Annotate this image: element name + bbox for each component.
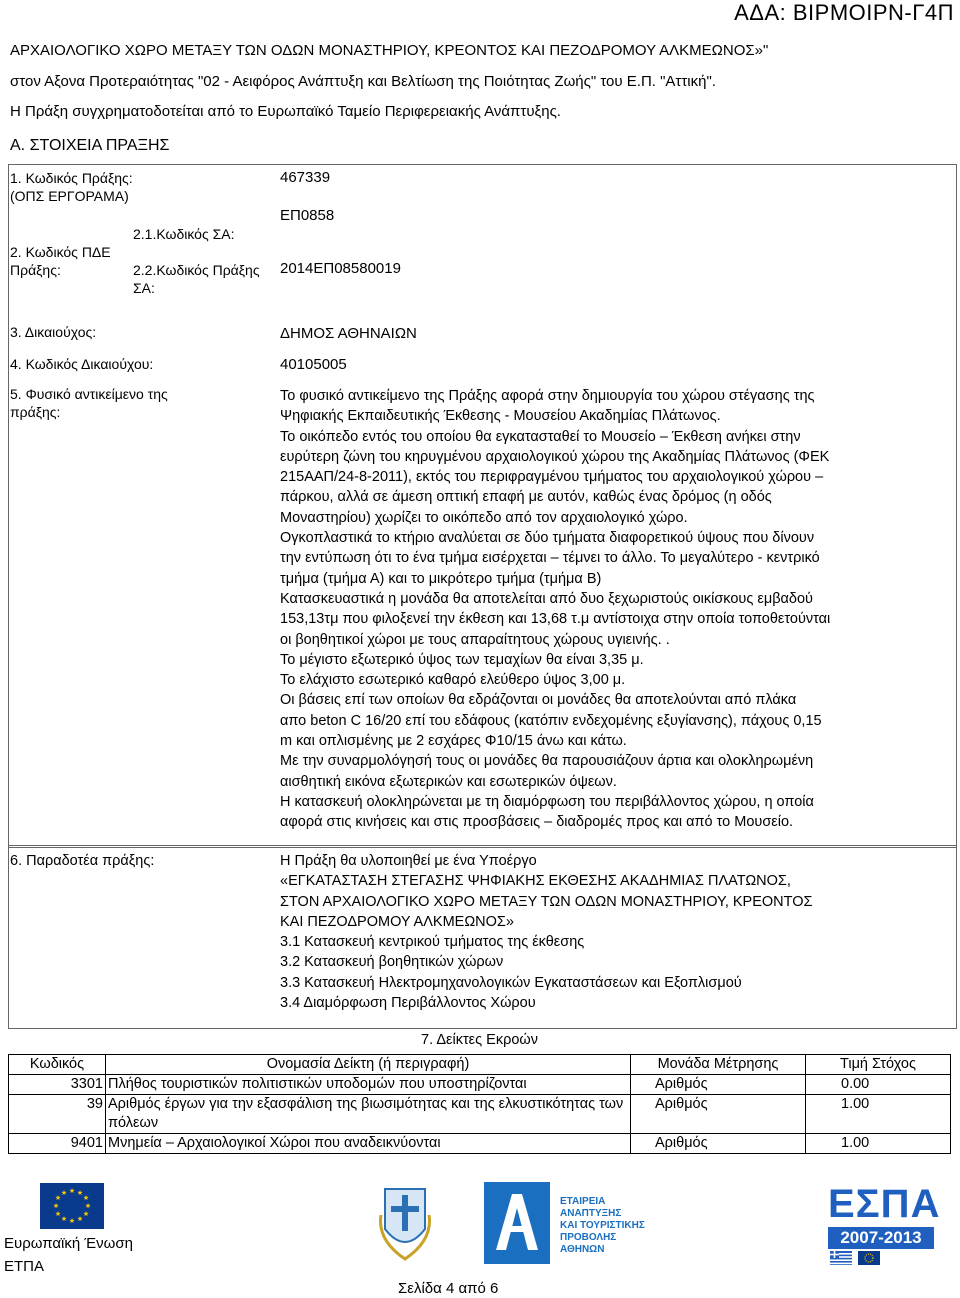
row-unit: Αριθμός	[631, 1075, 806, 1095]
indicators-table	[8, 1029, 951, 1154]
row-name: Μνημεία – Αρχαιολογικοί Χώροι που αναδεικνύονται	[106, 1134, 631, 1154]
object-line: Με την συναρμολόγησή τους οι μονάδες θα παρουσιάζουν άρτια και ολοκληρωμένη	[280, 753, 814, 770]
espa-logo	[828, 1182, 941, 1267]
athens-text-line: ΕΤΑΙΡΕΙΑ	[560, 1196, 606, 1207]
object-line: 215ΑΑΠ/24-8-2011), εκτός του περιφραγμένου τμήματος του αρχαιολογικού χώρου –	[280, 469, 824, 486]
object-line: Η κατασκευή ολοκληρώνεται με τη διαμόρφωση του περιβάλλοντος χώρου, η οποία	[280, 793, 814, 810]
object-label: 5. Φυσικό αντικείμενο της	[10, 386, 168, 402]
object-line: πάρκου, αλλά σε άμεση οπτική επαφή με αυτόν, καθώς ένας δρόμος (η οδός	[280, 489, 772, 506]
sa-code-label: 2.1.Κωδικός ΣΑ:	[133, 226, 235, 242]
object-line: Οι βάσεις επί των οποίων θα εδράζονται οι μονάδες θα αποτελούνται από πλάκα	[280, 692, 797, 709]
svg-text:★: ★	[52, 1202, 60, 1210]
deliverable-line: 3.4 Διαμόρφωση Περιβάλλοντος Χώρου	[280, 995, 536, 1012]
svg-text:★: ★	[60, 1215, 68, 1223]
col-unit-header: Μονάδα Μέτρησης	[631, 1055, 806, 1075]
deliverable-line: Η Πράξη θα υλοποιηθεί με ένα Υποέργο	[280, 853, 537, 869]
col-name-header: Ονομασία Δείκτη (ή περιγραφή)	[106, 1055, 631, 1075]
deliverable-line: ΚΑΙ ΠΕΖΟΔΡΟΜΟΥ ΑΛΚΜΕΩΝΟΣ»	[280, 913, 514, 930]
code-label: 1. Κωδικός Πράξης:	[10, 170, 133, 186]
beneficiary-code-value: 40105005	[280, 356, 347, 373]
object-line: Μοναστηρίου) χωρίζει το οικόπεδο από τον αρχαιολογικό χώρο.	[280, 509, 688, 526]
table-row	[9, 1134, 951, 1154]
row-unit: Αριθμός	[631, 1134, 806, 1154]
sa-code-value: ΕΠ0858	[280, 207, 335, 224]
beneficiary-value: ΔΗΜΟΣ ΑΘΗΝΑΙΩΝ	[280, 325, 417, 342]
athens-text-line: ΑΝΑΠΤΥΞΗΣ	[560, 1208, 622, 1219]
svg-text:★: ★	[76, 1215, 84, 1223]
object-line: ευρύτερη ζώνη του κηρυγμένου αρχαιολογικού χώρου της Ακαδημίας Πλάτωνος (ΦΕΚ	[280, 448, 830, 465]
eu-label: Ευρωπαϊκή Ένωση	[4, 1235, 133, 1252]
row-code: 9401	[9, 1134, 106, 1154]
espa-text: ΕΣΠΑ	[828, 1182, 941, 1226]
object-line: Ογκοπλαστικά το κτήριο αναλύεται σε δύο τμήματα διαφορετικού ύψους που δίνουν	[280, 530, 815, 547]
object-line: την εντύπωση ότι το ένα τμήμα εισέρχεται – τέμνει το άλλο. Το μεγαλύτερο - κεντρικό	[280, 550, 820, 567]
table-row	[9, 1095, 951, 1134]
object-line: Ψηφιακής Εκπαιδευτικής Έκθεσης - Μουσείου Ακαδημίας Πλάτωνος.	[280, 408, 721, 425]
svg-text:★: ★	[68, 1187, 76, 1195]
athina-logo-icon	[482, 1180, 552, 1266]
svg-text:★: ★	[68, 1217, 76, 1225]
object-line: m και οπλισμένης με 2 εσχάρες Φ10/15 άνω και κάτω.	[280, 733, 627, 750]
object-line: απο beton C 16/20 επί του εδάφους (κατόπιν ενδεχομένης εξυγίανσης), πάχους 0,15	[280, 712, 822, 729]
svg-text:★: ★	[82, 1194, 90, 1202]
pde-label: 2. Κωδικός ΠΔΕ	[10, 244, 111, 260]
svg-text:★: ★	[54, 1194, 62, 1202]
beneficiary-label: 3. Δικαιούχος:	[10, 324, 97, 340]
object-line: Το μέγιστο εξωτερικό ύψος των τεμαχίων θα είναι 3,35 μ.	[280, 651, 644, 668]
deliverables-label: 6. Παραδοτέα πράξης:	[10, 853, 155, 869]
athens-text-line: ΑΘΗΝΩΝ	[560, 1244, 605, 1255]
object-line: Το ελάχιστο εσωτερικό καθαρό ελεύθερο ύψος 3,00 μ.	[280, 672, 626, 689]
indicators-caption: 7. Δείκτες Εκροών	[421, 1032, 538, 1048]
pde-label-2: Πράξης:	[10, 262, 61, 278]
row-code: 3301	[9, 1075, 106, 1095]
row-target: 0.00	[806, 1075, 951, 1095]
beneficiary-code-label: 4. Κωδικός Δικαιούχου:	[10, 356, 154, 372]
object-line: Το φυσικό αντικείμενο της Πράξης αφορά στην δημιουργία του χώρου στέγασης της	[280, 388, 815, 404]
page-number: Σελίδα 4 από 6	[398, 1280, 499, 1297]
svg-text:★: ★	[54, 1210, 62, 1218]
object-line: 153,13τμ που φιλοξενεί την έκθεση και 13,68 τ.μ αντίστοιχα στην οποία τοποθετούνται	[280, 611, 831, 628]
eu-small-flag-icon	[858, 1251, 880, 1265]
table-row	[9, 1075, 951, 1095]
deliverables-list	[280, 851, 920, 1013]
deliverable-line: «ΕΓΚΑΤΑΣΤΑΣΗ ΣΤΕΓΑΣΗΣ ΨΗΦΙΑΚΗΣ ΕΚΘΕΣΗΣ ΑΚΑΔΗΜΙΑΣ ΠΛΑΤΩΝΟΣ,	[280, 873, 791, 890]
section-title: Α. ΣΤΟΙΧΕΙΑ ΠΡΑΞΗΣ	[10, 137, 170, 154]
etpa-label: ΕΤΠΑ	[4, 1258, 45, 1275]
row-code: 39	[9, 1095, 106, 1134]
col-code-header: Κωδικός	[9, 1055, 106, 1075]
sa-action-label: 2.2.Κωδικός Πράξης	[133, 262, 260, 278]
sa-action-value: 2014ΕΠ08580019	[280, 260, 401, 277]
object-line: Κατασκευαστικά η μονάδα θα αποτελείται από δυο ξεχωριστούς οικίσκους εμβαδού	[280, 590, 813, 607]
sa-action-label-2: ΣΑ:	[133, 280, 155, 296]
table-header-row	[9, 1055, 951, 1075]
svg-text:★: ★	[84, 1202, 92, 1210]
svg-text:★: ★	[76, 1189, 84, 1197]
object-line: τμήμα (τμήμα Α) και το μικρότερο τμήμα (τμήμα Β)	[280, 570, 602, 587]
row-target: 1.00	[806, 1134, 951, 1154]
eu-flag-icon	[40, 1183, 104, 1229]
intro-line-3: Η Πράξη συγχρηματοδοτείται από το Ευρωπαϊκό Ταμείο Περιφερειακής Ανάπτυξης.	[10, 103, 561, 120]
row-name: Πλήθος τουριστικών πολιτιστικών υποδομών που υποστηρίζονται	[106, 1075, 631, 1095]
row-unit: Αριθμός	[631, 1095, 806, 1134]
object-label-2: πράξης:	[10, 404, 61, 420]
object-description	[280, 386, 920, 833]
object-line: αισθητική εικόνα εξωτερικών και εσωτερικών όψεων.	[280, 773, 617, 790]
athens-text-line: ΚΑΙ ΤΟΥΡΙΣΤΙΚΗΣ	[560, 1220, 645, 1231]
object-line: αφορά στις κινήσεις και στις προσβάσεις – διαδρομές προς και από το Μουσείο.	[280, 814, 794, 831]
ada-code: ΑΔΑ: ΒΙΡΜΟΙΡΝ-Γ4Π	[734, 0, 954, 25]
object-line: Το οικόπεδο εντός του οποίου θα εγκατασταθεί το Μουσείο – Έκθεση ανήκει στην	[280, 428, 801, 445]
espa-years: 2007-2013	[828, 1227, 934, 1249]
athens-text-line: ΠΡΟΒΟΛΗΣ	[560, 1232, 617, 1243]
greek-emblem-icon	[375, 1185, 435, 1263]
row-name: Αριθμός έργων για την εξασφάλιση της βιωσιμότητας και της ελκυστικότητας των πόλεων	[106, 1095, 631, 1134]
code-value: 467339	[280, 169, 331, 186]
athens-company-text	[560, 1196, 660, 1256]
svg-text:★: ★	[82, 1210, 90, 1218]
code-sublabel: (ΟΠΣ ΕΡΓΟΡΑΜΑ)	[10, 188, 129, 204]
deliverable-line: 3.1 Κατασκευή κεντρικού τμήματος της έκθεσης	[280, 934, 585, 951]
deliverable-line: 3.2 Κατασκευή βοηθητικών χώρων	[280, 954, 504, 971]
intro-line-2: στον Αξονα Προτεραιότητας "02 - Αειφόρος Ανάπτυξη και Βελτίωση της Ποιότητας Ζωής" του Ε.Π. "Αττική".	[10, 73, 716, 90]
deliverable-line: ΣΤΟΝ ΑΡΧΑΙΟΛΟΓΙΚΟ ΧΩΡΟ ΜΕΤΑΞΥ ΤΩΝ ΟΔΩΝ ΜΟΝΑΣΤΗΡΙΟΥ, ΚΡΕΟΝΤΟΣ	[280, 893, 813, 910]
greek-flag-icon	[830, 1251, 852, 1265]
row-target: 1.00	[806, 1095, 951, 1134]
intro-line-1: ΑΡΧΑΙΟΛΟΓΙΚΟ ΧΩΡΟ ΜΕΤΑΞΥ ΤΩΝ ΟΔΩΝ ΜΟΝΑΣΤΗΡΙΟΥ, ΚΡΕΟΝΤΟΣ ΚΑΙ ΠΕΖΟΔΡΟΜΟΥ ΑΛΚΜΕΩΝΟΣ»"	[10, 42, 769, 59]
deliverable-line: 3.3 Κατασκευή Ηλεκτρομηχανολογικών Εγκαταστάσεων και Εξοπλισμού	[280, 974, 742, 991]
object-line: οι βοηθητικοί χώροι με τους απαραίτητους χώρους υγιεινής. .	[280, 631, 670, 648]
svg-text:★: ★	[60, 1189, 68, 1197]
col-target-header: Τιμή Στόχος	[806, 1055, 951, 1075]
